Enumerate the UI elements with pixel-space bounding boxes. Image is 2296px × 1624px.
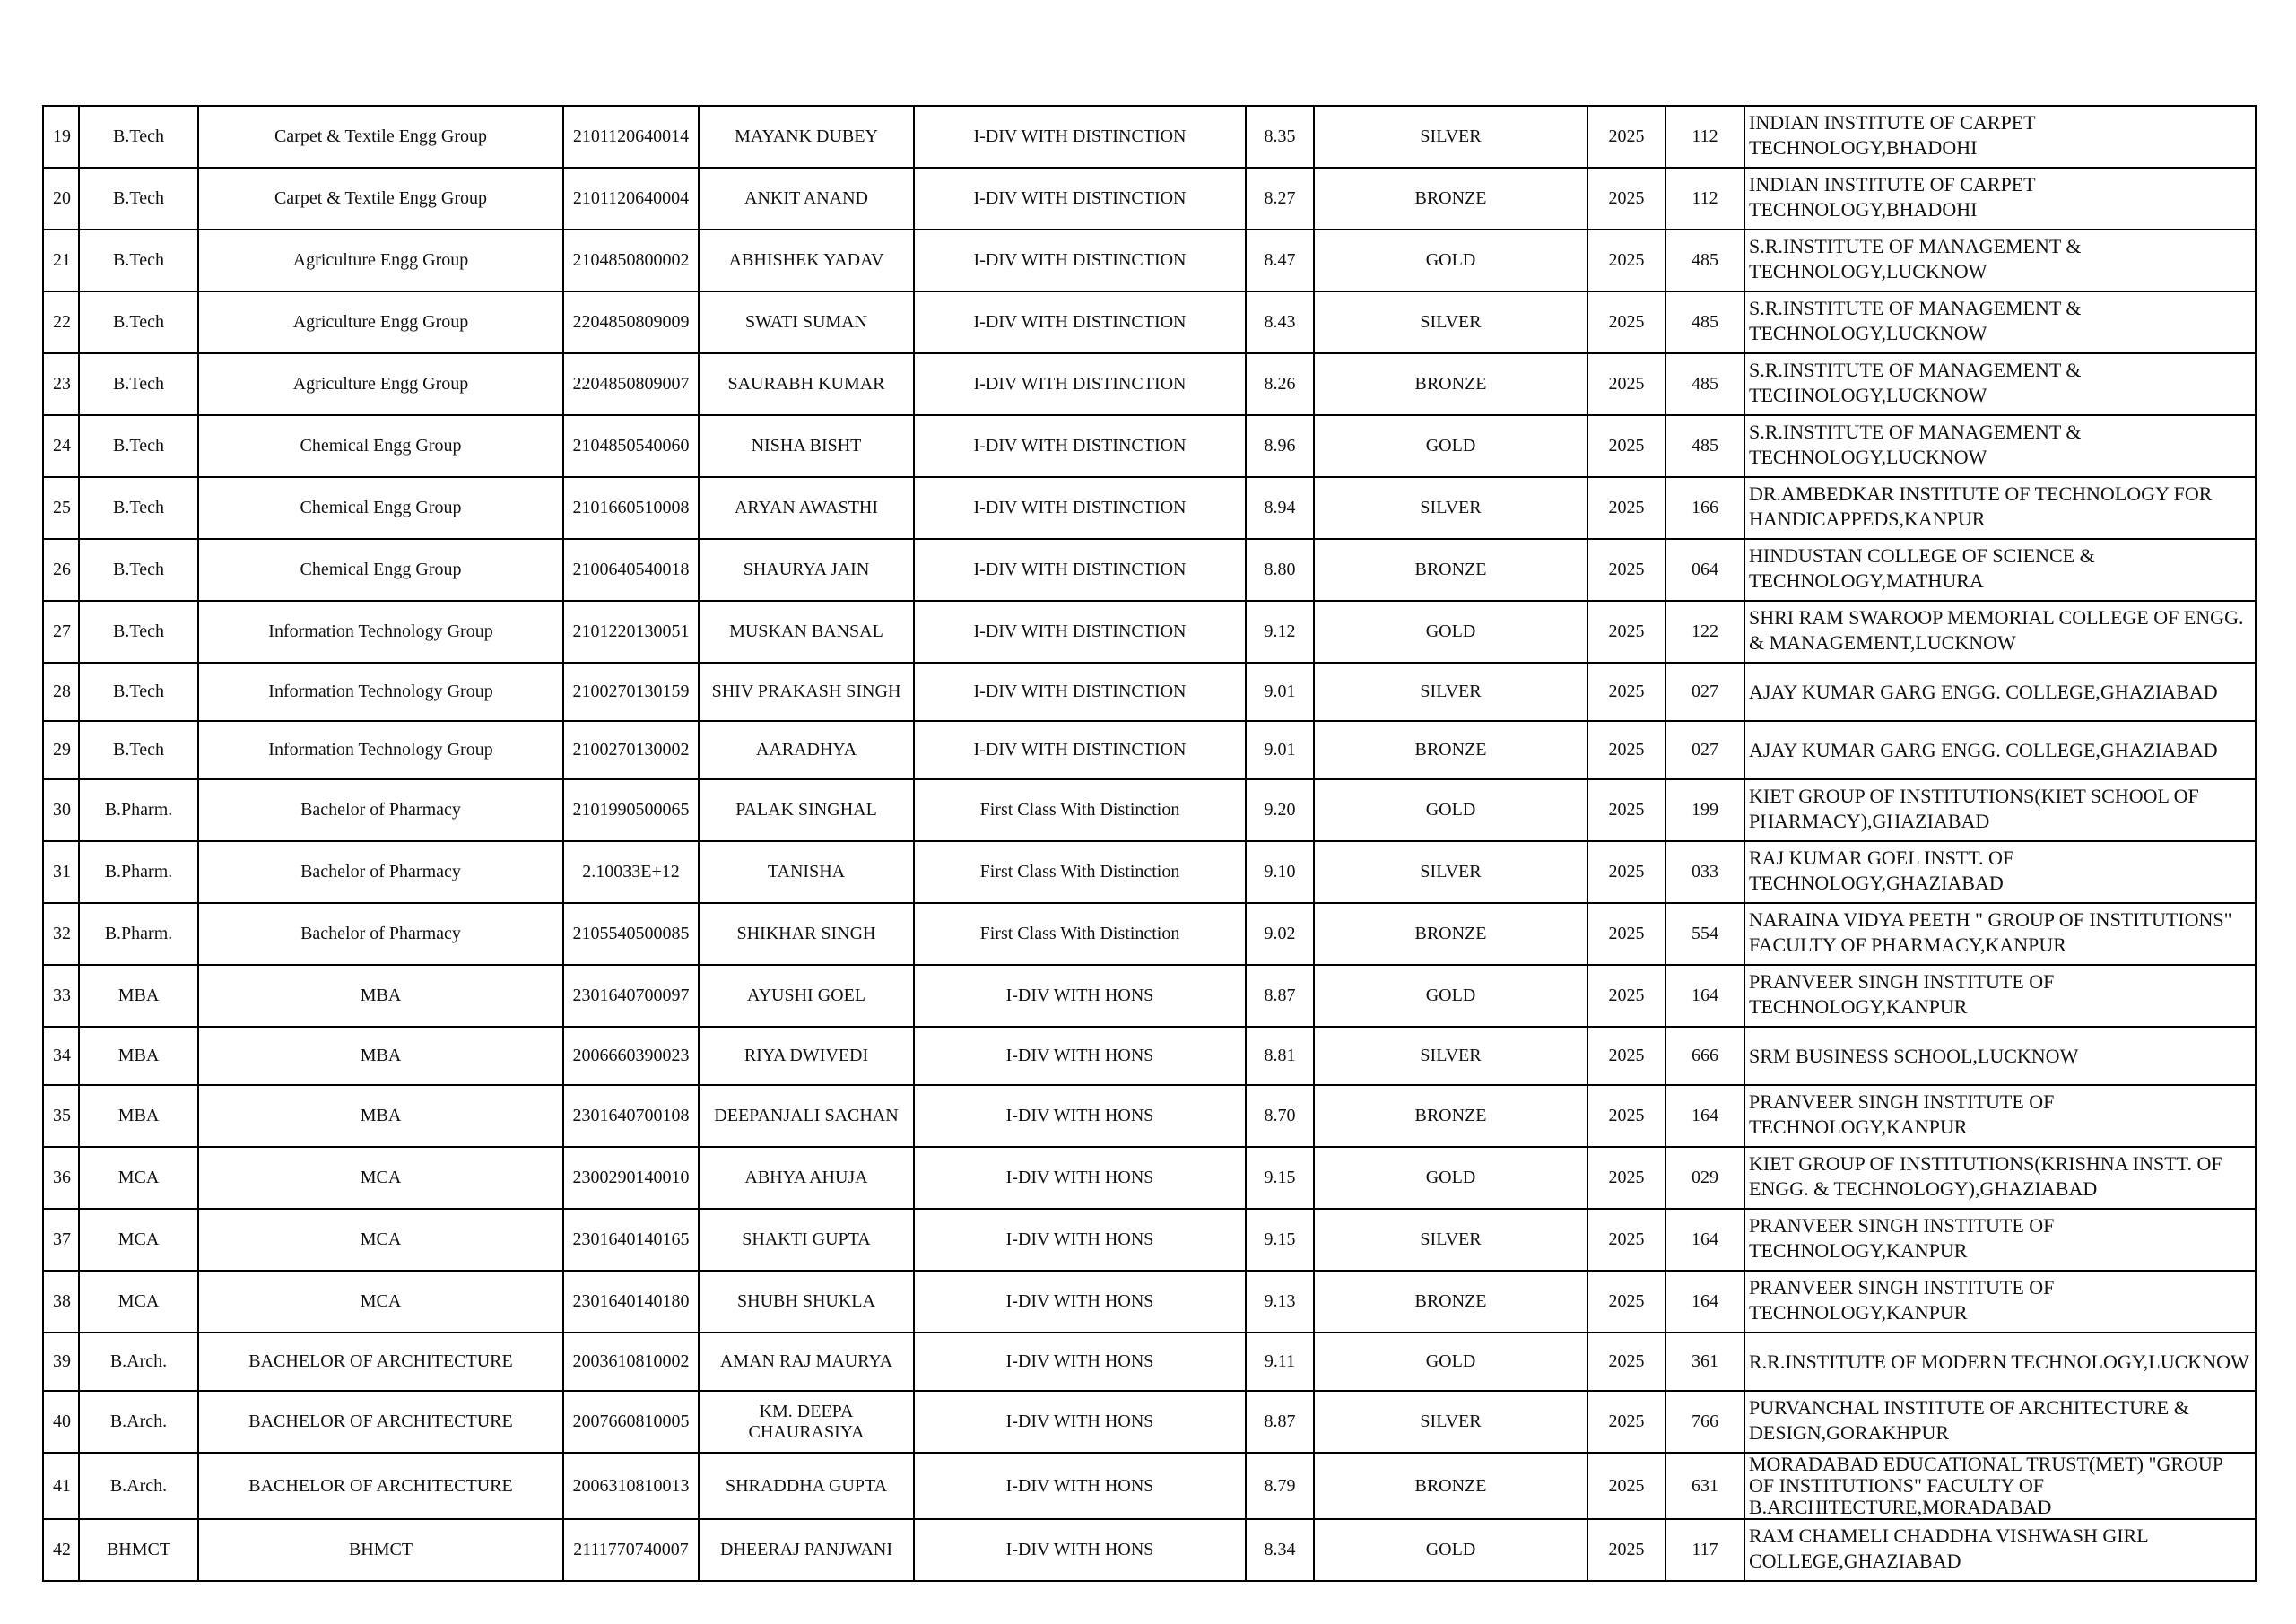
college-name-cell: PRANVEER SINGH INSTITUTE OF TECHNOLOGY,KANPUR [1744,1085,2256,1147]
year-cell: 2025 [1587,1027,1665,1085]
student-name-cell: SHRADDHA GUPTA [699,1453,914,1519]
student-name-cell: SHAKTI GUPTA [699,1209,914,1271]
roll-number-cell: 2301640140180 [563,1271,699,1333]
year-cell: 2025 [1587,1147,1665,1209]
medal-cell: SILVER [1314,1027,1587,1085]
roll-number-cell: 2104850800002 [563,230,699,291]
division-cell: I-DIV WITH HONS [914,1391,1246,1453]
serial-number-cell: 27 [43,601,79,663]
division-cell: I-DIV WITH DISTINCTION [914,477,1246,539]
branch-cell: Chemical Engg Group [198,539,563,601]
course-cell: MBA [79,1085,198,1147]
year-cell: 2025 [1587,1391,1665,1453]
cgpa-cell: 9.13 [1246,1271,1314,1333]
roll-number-cell: 2105540500085 [563,903,699,965]
division-cell: I-DIV WITH DISTINCTION [914,168,1246,230]
student-name-cell: AYUSHI GOEL [699,965,914,1027]
college-name-cell: SHRI RAM SWAROOP MEMORIAL COLLEGE OF ENGG. & MANAGEMENT,LUCKNOW [1744,601,2256,663]
cgpa-cell: 8.35 [1246,106,1314,168]
branch-cell: MCA [198,1147,563,1209]
serial-number-cell: 40 [43,1391,79,1453]
serial-number-cell: 36 [43,1147,79,1209]
serial-number-cell: 24 [43,415,79,477]
roll-number-cell: 2101660510008 [563,477,699,539]
serial-number-cell: 26 [43,539,79,601]
cgpa-cell: 8.70 [1246,1085,1314,1147]
college-name-cell: KIET GROUP OF INSTITUTIONS(KIET SCHOOL OF PHARMACY),GHAZIABAD [1744,779,2256,841]
college-code-cell: 766 [1665,1391,1744,1453]
division-cell: I-DIV WITH HONS [914,965,1246,1027]
student-name-cell: AARADHYA [699,721,914,779]
course-cell: B.Pharm. [79,779,198,841]
division-cell: I-DIV WITH DISTINCTION [914,230,1246,291]
branch-cell: MBA [198,965,563,1027]
year-cell: 2025 [1587,1333,1665,1391]
college-code-cell: 029 [1665,1147,1744,1209]
roll-number-cell: 2101120640014 [563,106,699,168]
student-name-cell: PALAK SINGHAL [699,779,914,841]
college-name-cell: S.R.INSTITUTE OF MANAGEMENT & TECHNOLOGY,LUCKNOW [1744,291,2256,353]
college-code-cell: 199 [1665,779,1744,841]
course-cell: B.Tech [79,721,198,779]
college-code-cell: 027 [1665,721,1744,779]
table-row [43,1333,2256,1391]
college-name-cell: MORADABAD EDUCATIONAL TRUST(MET) "GROUP OF INSTITUTIONS" FACULTY OF B.ARCHITECTURE,MORADABAD [1744,1453,2256,1519]
medal-cell: BRONZE [1314,721,1587,779]
year-cell: 2025 [1587,230,1665,291]
college-name-cell: S.R.INSTITUTE OF MANAGEMENT & TECHNOLOGY,LUCKNOW [1744,230,2256,291]
table-row [43,291,2256,353]
medal-cell: BRONZE [1314,1085,1587,1147]
medal-cell: GOLD [1314,230,1587,291]
college-name-cell: S.R.INSTITUTE OF MANAGEMENT & TECHNOLOGY,LUCKNOW [1744,415,2256,477]
serial-number-cell: 39 [43,1333,79,1391]
year-cell: 2025 [1587,779,1665,841]
college-code-cell: 485 [1665,230,1744,291]
branch-cell: Agriculture Engg Group [198,353,563,415]
table-row [43,721,2256,779]
college-code-cell: 485 [1665,291,1744,353]
medal-cell: BRONZE [1314,1271,1587,1333]
serial-number-cell: 19 [43,106,79,168]
college-name-cell: HINDUSTAN COLLEGE OF SCIENCE & TECHNOLOGY,MATHURA [1744,539,2256,601]
medal-cell: GOLD [1314,779,1587,841]
college-code-cell: 027 [1665,663,1744,721]
year-cell: 2025 [1587,353,1665,415]
roll-number-cell: 2204850809009 [563,291,699,353]
college-code-cell: 666 [1665,1027,1744,1085]
table-row [43,106,2256,168]
college-name-cell: AJAY KUMAR GARG ENGG. COLLEGE,GHAZIABAD [1744,721,2256,779]
cgpa-cell: 8.34 [1246,1519,1314,1581]
year-cell: 2025 [1587,1453,1665,1519]
medal-cell: BRONZE [1314,168,1587,230]
branch-cell: Information Technology Group [198,663,563,721]
serial-number-cell: 32 [43,903,79,965]
division-cell: I-DIV WITH HONS [914,1085,1246,1147]
year-cell: 2025 [1587,539,1665,601]
medal-cell: SILVER [1314,291,1587,353]
student-name-cell: ANKIT ANAND [699,168,914,230]
college-name-cell: DR.AMBEDKAR INSTITUTE OF TECHNOLOGY FOR HANDICAPPEDS,KANPUR [1744,477,2256,539]
cgpa-cell: 9.02 [1246,903,1314,965]
division-cell: I-DIV WITH HONS [914,1209,1246,1271]
college-code-cell: 164 [1665,1271,1744,1333]
table-row [43,841,2256,903]
branch-cell: BACHELOR OF ARCHITECTURE [198,1333,563,1391]
college-name-cell: R.R.INSTITUTE OF MODERN TECHNOLOGY,LUCKNOW [1744,1333,2256,1391]
table-row [43,1027,2256,1085]
division-cell: I-DIV WITH HONS [914,1519,1246,1581]
cgpa-cell: 9.15 [1246,1209,1314,1271]
student-name-cell: KM. DEEPA CHAURASIYA [699,1391,914,1453]
student-name-cell: SHIKHAR SINGH [699,903,914,965]
roll-number-cell: 2101990500065 [563,779,699,841]
roll-number-cell: 2100270130159 [563,663,699,721]
year-cell: 2025 [1587,663,1665,721]
cgpa-cell: 9.12 [1246,601,1314,663]
serial-number-cell: 35 [43,1085,79,1147]
student-name-cell: ARYAN AWASTHI [699,477,914,539]
roll-number-cell: 2301640140165 [563,1209,699,1271]
table-row [43,1147,2256,1209]
serial-number-cell: 25 [43,477,79,539]
roll-number-cell: 2006660390023 [563,1027,699,1085]
roll-number-cell: 2003610810002 [563,1333,699,1391]
college-name-cell: RAJ KUMAR GOEL INSTT. OF TECHNOLOGY,GHAZIABAD [1744,841,2256,903]
cgpa-cell: 8.79 [1246,1453,1314,1519]
cgpa-cell: 8.27 [1246,168,1314,230]
medal-cell: GOLD [1314,601,1587,663]
branch-cell: Bachelor of Pharmacy [198,841,563,903]
course-cell: B.Arch. [79,1391,198,1453]
table-row [43,1085,2256,1147]
college-name-cell: PRANVEER SINGH INSTITUTE OF TECHNOLOGY,KANPUR [1744,965,2256,1027]
course-cell: B.Tech [79,477,198,539]
branch-cell: BACHELOR OF ARCHITECTURE [198,1453,563,1519]
cgpa-cell: 8.87 [1246,965,1314,1027]
college-code-cell: 164 [1665,1209,1744,1271]
serial-number-cell: 20 [43,168,79,230]
branch-cell: Carpet & Textile Engg Group [198,168,563,230]
branch-cell: Bachelor of Pharmacy [198,903,563,965]
college-name-cell: PRANVEER SINGH INSTITUTE OF TECHNOLOGY,KANPUR [1744,1209,2256,1271]
roll-number-cell: 2007660810005 [563,1391,699,1453]
course-cell: B.Pharm. [79,903,198,965]
roll-number-cell: 2301640700108 [563,1085,699,1147]
college-name-cell: SRM BUSINESS SCHOOL,LUCKNOW [1744,1027,2256,1085]
course-cell: MBA [79,1027,198,1085]
year-cell: 2025 [1587,291,1665,353]
division-cell: First Class With Distinction [914,903,1246,965]
serial-number-cell: 31 [43,841,79,903]
table-row [43,477,2256,539]
merit-list-body [43,106,2256,1581]
division-cell: I-DIV WITH HONS [914,1027,1246,1085]
table-row [43,663,2256,721]
cgpa-cell: 8.81 [1246,1027,1314,1085]
roll-number-cell: 2101220130051 [563,601,699,663]
student-name-cell: SAURABH KUMAR [699,353,914,415]
branch-cell: Bachelor of Pharmacy [198,779,563,841]
student-name-cell: SWATI SUMAN [699,291,914,353]
medal-cell: SILVER [1314,106,1587,168]
cgpa-cell: 8.94 [1246,477,1314,539]
division-cell: I-DIV WITH DISTINCTION [914,601,1246,663]
student-name-cell: DHEERAJ PANJWANI [699,1519,914,1581]
division-cell: I-DIV WITH DISTINCTION [914,106,1246,168]
cgpa-cell: 9.11 [1246,1333,1314,1391]
course-cell: B.Arch. [79,1333,198,1391]
table-row [43,353,2256,415]
course-cell: B.Tech [79,106,198,168]
college-name-cell: NARAINA VIDYA PEETH " GROUP OF INSTITUTIONS" FACULTY OF PHARMACY,KANPUR [1744,903,2256,965]
serial-number-cell: 29 [43,721,79,779]
year-cell: 2025 [1587,1085,1665,1147]
student-name-cell: RIYA DWIVEDI [699,1027,914,1085]
college-code-cell: 485 [1665,415,1744,477]
course-cell: BHMCT [79,1519,198,1581]
serial-number-cell: 42 [43,1519,79,1581]
medal-cell: GOLD [1314,965,1587,1027]
college-code-cell: 485 [1665,353,1744,415]
roll-number-cell: 2.10033E+12 [563,841,699,903]
course-cell: MBA [79,965,198,1027]
year-cell: 2025 [1587,903,1665,965]
roll-number-cell: 2104850540060 [563,415,699,477]
division-cell: I-DIV WITH HONS [914,1271,1246,1333]
year-cell: 2025 [1587,1209,1665,1271]
student-name-cell: TANISHA [699,841,914,903]
roll-number-cell: 2111770740007 [563,1519,699,1581]
branch-cell: Chemical Engg Group [198,415,563,477]
branch-cell: MCA [198,1271,563,1333]
college-code-cell: 554 [1665,903,1744,965]
serial-number-cell: 30 [43,779,79,841]
year-cell: 2025 [1587,841,1665,903]
college-name-cell: KIET GROUP OF INSTITUTIONS(KRISHNA INSTT. OF ENGG. & TECHNOLOGY),GHAZIABAD [1744,1147,2256,1209]
roll-number-cell: 2100270130002 [563,721,699,779]
branch-cell: Agriculture Engg Group [198,230,563,291]
course-cell: B.Tech [79,663,198,721]
table-row [43,1209,2256,1271]
course-cell: B.Tech [79,230,198,291]
serial-number-cell: 37 [43,1209,79,1271]
roll-number-cell: 2100640540018 [563,539,699,601]
student-name-cell: SHIV PRAKASH SINGH [699,663,914,721]
division-cell: I-DIV WITH DISTINCTION [914,415,1246,477]
table-row [43,1391,2256,1453]
serial-number-cell: 38 [43,1271,79,1333]
serial-number-cell: 28 [43,663,79,721]
student-name-cell: SHUBH SHUKLA [699,1271,914,1333]
college-name-cell: PRANVEER SINGH INSTITUTE OF TECHNOLOGY,KANPUR [1744,1271,2256,1333]
table-row [43,779,2256,841]
college-name-cell: INDIAN INSTITUTE OF CARPET TECHNOLOGY,BHADOHI [1744,106,2256,168]
medal-cell: SILVER [1314,1209,1587,1271]
division-cell: I-DIV WITH DISTINCTION [914,353,1246,415]
table-row [43,168,2256,230]
student-name-cell: AMAN RAJ MAURYA [699,1333,914,1391]
medal-cell: GOLD [1314,415,1587,477]
college-code-cell: 631 [1665,1453,1744,1519]
serial-number-cell: 34 [43,1027,79,1085]
college-code-cell: 112 [1665,106,1744,168]
student-name-cell: NISHA BISHT [699,415,914,477]
table-row [43,601,2256,663]
cgpa-cell: 8.87 [1246,1391,1314,1453]
serial-number-cell: 33 [43,965,79,1027]
cgpa-cell: 8.47 [1246,230,1314,291]
medal-cell: SILVER [1314,477,1587,539]
medal-cell: GOLD [1314,1147,1587,1209]
course-cell: B.Pharm. [79,841,198,903]
division-cell: I-DIV WITH DISTINCTION [914,663,1246,721]
year-cell: 2025 [1587,965,1665,1027]
roll-number-cell: 2300290140010 [563,1147,699,1209]
table-row [43,539,2256,601]
year-cell: 2025 [1587,106,1665,168]
course-cell: B.Tech [79,415,198,477]
cgpa-cell: 8.26 [1246,353,1314,415]
cgpa-cell: 9.10 [1246,841,1314,903]
branch-cell: Information Technology Group [198,601,563,663]
table-row [43,903,2256,965]
table-row [43,1453,2256,1519]
serial-number-cell: 21 [43,230,79,291]
division-cell: I-DIV WITH DISTINCTION [914,539,1246,601]
cgpa-cell: 8.96 [1246,415,1314,477]
table-row [43,415,2256,477]
branch-cell: MBA [198,1027,563,1085]
college-code-cell: 164 [1665,965,1744,1027]
student-name-cell: ABHISHEK YADAV [699,230,914,291]
student-name-cell: DEEPANJALI SACHAN [699,1085,914,1147]
merit-list-table [42,105,2257,1582]
college-code-cell: 164 [1665,1085,1744,1147]
cgpa-cell: 8.43 [1246,291,1314,353]
table-row [43,1271,2256,1333]
medal-cell: BRONZE [1314,1453,1587,1519]
year-cell: 2025 [1587,415,1665,477]
course-cell: MCA [79,1271,198,1333]
branch-cell: BACHELOR OF ARCHITECTURE [198,1391,563,1453]
year-cell: 2025 [1587,168,1665,230]
cgpa-cell: 9.01 [1246,663,1314,721]
branch-cell: Information Technology Group [198,721,563,779]
division-cell: I-DIV WITH HONS [914,1147,1246,1209]
medal-cell: SILVER [1314,663,1587,721]
course-cell: B.Tech [79,291,198,353]
roll-number-cell: 2006310810013 [563,1453,699,1519]
branch-cell: MCA [198,1209,563,1271]
division-cell: First Class With Distinction [914,841,1246,903]
table-row [43,1519,2256,1581]
branch-cell: MBA [198,1085,563,1147]
branch-cell: Chemical Engg Group [198,477,563,539]
medal-cell: GOLD [1314,1519,1587,1581]
college-name-cell: AJAY KUMAR GARG ENGG. COLLEGE,GHAZIABAD [1744,663,2256,721]
course-cell: B.Tech [79,353,198,415]
cgpa-cell: 9.01 [1246,721,1314,779]
year-cell: 2025 [1587,477,1665,539]
roll-number-cell: 2204850809007 [563,353,699,415]
serial-number-cell: 23 [43,353,79,415]
medal-cell: BRONZE [1314,539,1587,601]
college-name-cell: PURVANCHAL INSTITUTE OF ARCHITECTURE & DESIGN,GORAKHPUR [1744,1391,2256,1453]
course-cell: B.Tech [79,539,198,601]
college-code-cell: 064 [1665,539,1744,601]
medal-cell: BRONZE [1314,903,1587,965]
student-name-cell: SHAURYA JAIN [699,539,914,601]
course-cell: MCA [79,1147,198,1209]
medal-cell: SILVER [1314,1391,1587,1453]
division-cell: I-DIV WITH HONS [914,1333,1246,1391]
course-cell: B.Tech [79,168,198,230]
year-cell: 2025 [1587,601,1665,663]
college-code-cell: 361 [1665,1333,1744,1391]
college-code-cell: 166 [1665,477,1744,539]
medal-cell: SILVER [1314,841,1587,903]
college-name-cell: RAM CHAMELI CHADDHA VISHWASH GIRL COLLEGE,GHAZIABAD [1744,1519,2256,1581]
cgpa-cell: 8.80 [1246,539,1314,601]
college-name-cell: INDIAN INSTITUTE OF CARPET TECHNOLOGY,BHADOHI [1744,168,2256,230]
division-cell: First Class With Distinction [914,779,1246,841]
branch-cell: Agriculture Engg Group [198,291,563,353]
student-name-cell: ABHYA AHUJA [699,1147,914,1209]
roll-number-cell: 2101120640004 [563,168,699,230]
division-cell: I-DIV WITH DISTINCTION [914,721,1246,779]
roll-number-cell: 2301640700097 [563,965,699,1027]
year-cell: 2025 [1587,721,1665,779]
college-code-cell: 033 [1665,841,1744,903]
cgpa-cell: 9.20 [1246,779,1314,841]
serial-number-cell: 41 [43,1453,79,1519]
college-code-cell: 112 [1665,168,1744,230]
cgpa-cell: 9.15 [1246,1147,1314,1209]
branch-cell: BHMCT [198,1519,563,1581]
college-code-cell: 122 [1665,601,1744,663]
course-cell: B.Tech [79,601,198,663]
year-cell: 2025 [1587,1271,1665,1333]
division-cell: I-DIV WITH HONS [914,1453,1246,1519]
division-cell: I-DIV WITH DISTINCTION [914,291,1246,353]
year-cell: 2025 [1587,1519,1665,1581]
college-name-cell: S.R.INSTITUTE OF MANAGEMENT & TECHNOLOGY,LUCKNOW [1744,353,2256,415]
student-name-cell: MUSKAN BANSAL [699,601,914,663]
medal-cell: GOLD [1314,1333,1587,1391]
table-row [43,230,2256,291]
course-cell: B.Arch. [79,1453,198,1519]
medal-cell: BRONZE [1314,353,1587,415]
branch-cell: Carpet & Textile Engg Group [198,106,563,168]
student-name-cell: MAYANK DUBEY [699,106,914,168]
table-row [43,965,2256,1027]
college-code-cell: 117 [1665,1519,1744,1581]
serial-number-cell: 22 [43,291,79,353]
course-cell: MCA [79,1209,198,1271]
